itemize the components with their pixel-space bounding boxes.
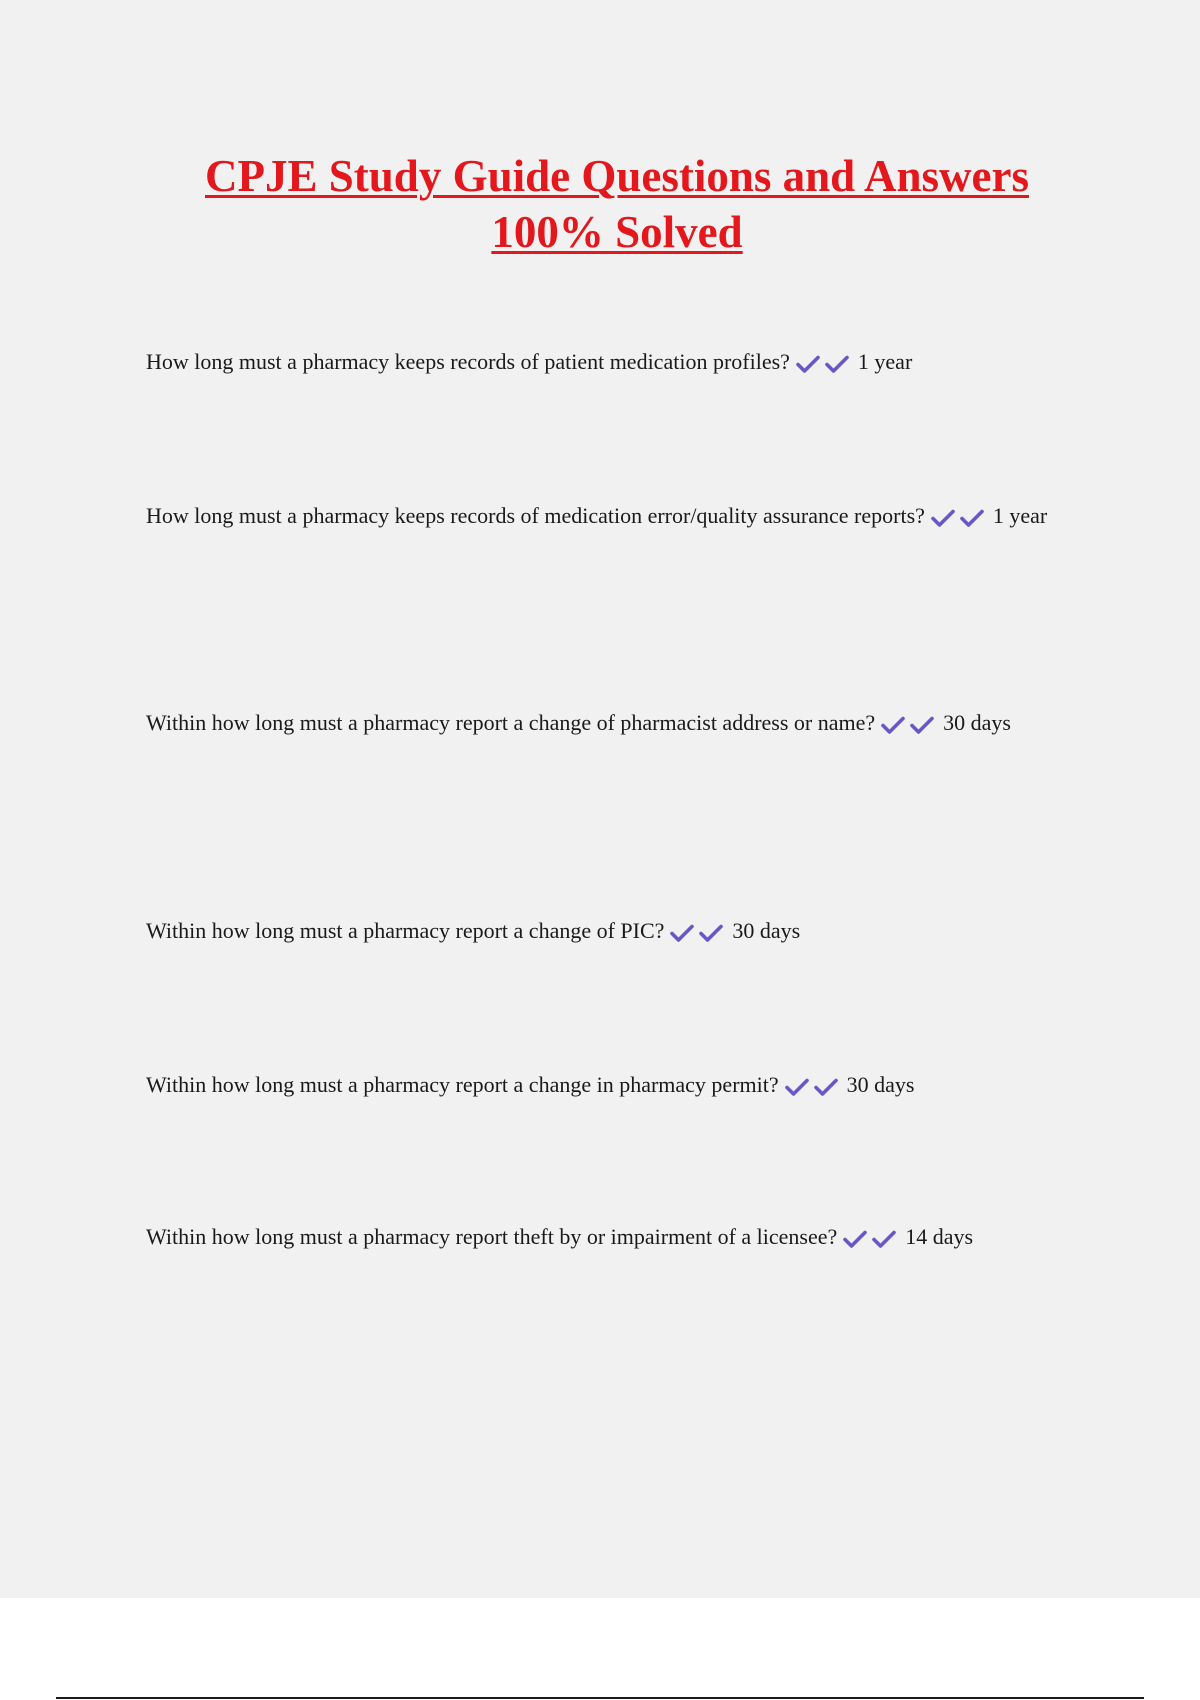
answer-text: 30 days xyxy=(846,1072,915,1097)
document-title xyxy=(120,148,1114,260)
qa-item-3 xyxy=(146,692,1096,755)
qa-item-6 xyxy=(146,1206,1096,1269)
question-text: Within how long must a pharmacy report a change in pharmacy permit? xyxy=(146,1072,779,1097)
title-line-1: CPJE Study Guide Questions and Answers xyxy=(205,151,1029,201)
answer-text: 30 days xyxy=(732,918,801,943)
qa-item-4 xyxy=(146,900,1096,963)
answer-text: 1 year xyxy=(992,503,1048,528)
footer-divider xyxy=(56,1697,1144,1699)
double-check-icon xyxy=(785,1054,843,1115)
answer-text: 14 days xyxy=(905,1224,974,1249)
double-check-icon xyxy=(670,900,728,961)
question-text: Within how long must a pharmacy report theft by or impairment of a licensee? xyxy=(146,1224,838,1249)
question-text: How long must a pharmacy keeps records of patient medication profiles? xyxy=(146,349,790,374)
answer-text: 30 days xyxy=(943,710,1011,735)
double-check-icon xyxy=(796,331,854,392)
qa-item-1 xyxy=(146,331,1096,394)
title-line-2: 100% Solved xyxy=(491,207,743,257)
qa-item-2 xyxy=(146,485,1096,548)
question-text: Within how long must a pharmacy report a change of PIC? xyxy=(146,918,665,943)
qa-item-5 xyxy=(146,1054,1096,1117)
double-check-icon xyxy=(843,1206,901,1267)
double-check-icon xyxy=(881,692,939,753)
question-text: Within how long must a pharmacy report a change of pharmacist address or name? xyxy=(146,710,876,735)
double-check-icon xyxy=(931,485,989,546)
answer-text: 1 year xyxy=(857,349,913,374)
question-text: How long must a pharmacy keeps records of medication error/quality assurance reports? xyxy=(146,503,925,528)
